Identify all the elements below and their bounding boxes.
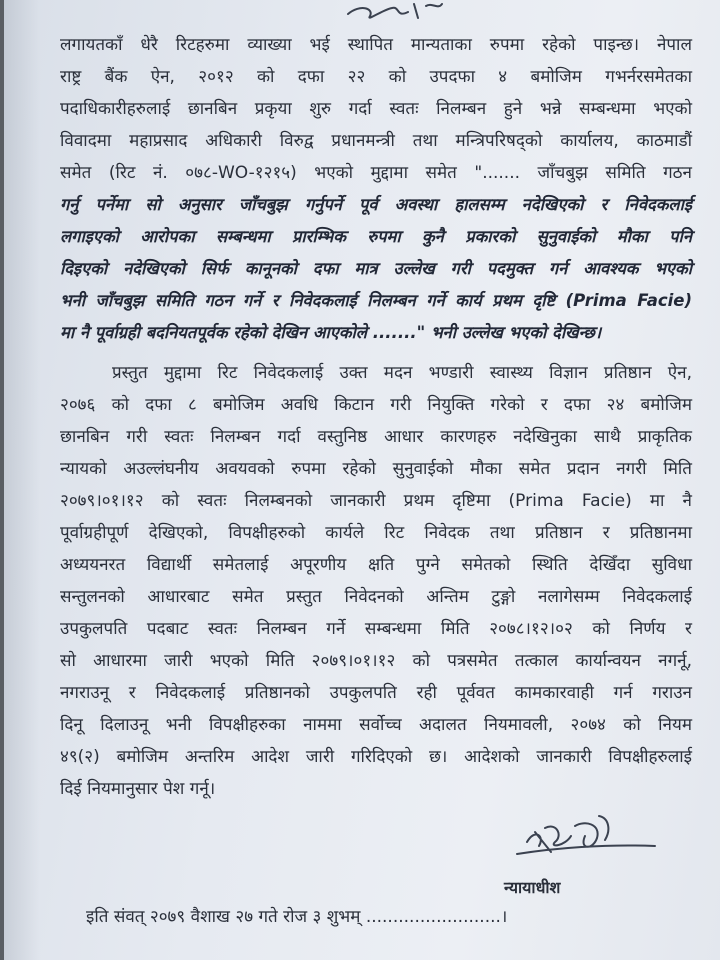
quoted-text-line: मा नै पूर्वाग्रही बदनियतपूर्वक रहेको देखिन आएकोले ......." भनी उल्लेख भएको देखिन्छ। — [60, 323, 602, 342]
judge-signature — [505, 806, 665, 876]
text-line: न्यायको अउल्लंघनीय अवयवको रुपमा रहेको सुनुवाईको मौका समेत प्रदान नगरी मिति — [60, 459, 692, 479]
text-line: ४९(२) बमोजिम अन्तरिम आदेश जारी गरिदिएको छ। आदेशको जानकारी विपक्षीहरुलाई — [60, 747, 692, 767]
text-line: विवादमा महाप्रसाद अधिकारी विरुद्व प्रधानमन्त्री तथा मन्त्रिपरिषद्को कार्यालय, काठमाडौं — [60, 131, 692, 151]
text-line: छानबिन गरी स्वतः निलम्बन गर्दा वस्तुनिष्ठ आधार कारणहरु नदेखिनुका साथै प्राकृतिक — [60, 427, 692, 447]
text-line: सो आधारमा जारी भएको मिति २०७९।०१।१२ को पत्रसमेत तत्काल कार्यान्वयन नगर्नू, — [60, 651, 692, 671]
text-line: २०७९।०१।१२ को स्वतः निलम्बनको जानकारी प्रथम दृष्टिमा (Prima Facie) मा नै — [60, 491, 692, 511]
page-shadow — [0, 0, 40, 960]
text-line: पदाधिकारीहरुलाई छानबिन प्रकृया शुरु गर्दा स्वतः निलम्बन हुने भन्ने सम्बन्धमा भएको — [60, 99, 692, 119]
paragraph-first-line: प्रस्तुत मुद्दामा रिट निवेदकलाई उक्त मदन भण्डारी स्वास्थ्य विज्ञान प्रतिष्ठान ऐन, — [112, 363, 692, 383]
text-line: समेत (रिट नं. ०७८-WO-१२१५) भएको मुद्दामा समेत "....... जाँचबुझ समिति गठन — [60, 163, 692, 183]
text-line: उपकुलपति पदबाट स्वतः निलम्बन गर्ने सम्बन्धमा मिति २०७८।१२।०२ को निर्णय र — [60, 619, 692, 639]
page-edge — [0, 0, 4, 960]
top-signature-scribble — [330, 0, 470, 30]
text-line: सन्तुलनको आधारबाट समेत प्रस्तुत निवेदनको अन्तिम टुङ्गो नलागेसम्म निवेदकलाई — [60, 587, 692, 607]
text-line: दिई नियमानुसार पेश गर्नू। — [60, 779, 216, 799]
text-line: दिनू दिलाउनू भनी विपक्षीहरुका नाममा सर्वोच्च अदालत नियमावली, २०७४ को नियम — [60, 715, 692, 735]
text-line: नगराउनू र निवेदकलाई प्रतिष्ठानको उपकुलपति रही पूर्ववत कामकारवाही गर्न गराउन — [60, 683, 692, 703]
quoted-text-line: भनी जाँचबुझ समिति गठन गर्ने र निवेदकलाई निलम्बन गर्ने कार्य प्रथम दृष्टि (Prima Facie) — [60, 291, 692, 310]
text-line: राष्ट्र बैंक ऐन, २०१२ को दफा २२ को उपदफा ४ बमोजिम गभर्नरसमेतका — [60, 67, 692, 87]
text-line: लगायतकाँ धेरै रिटहरुमा व्याख्या भई स्थापित मान्यताका रुपमा रहेको पाइन्छ। नेपाल — [60, 35, 692, 55]
quoted-text-line: लगाइएको आरोपका सम्बन्धमा प्रारम्भिक रुपमा कुनै प्रकारको सुनुवाईको मौका पनि — [60, 227, 692, 246]
text-line: अध्ययनरत विद्यार्थी समेतलाई अपूरणीय क्षति पुग्ने समेतको स्थिति देखिँदा सुविधा — [60, 555, 692, 575]
date-footer: इति संवत् २०७९ वैशाख २७ गते रोज ३ शुभम् .........................। — [86, 907, 508, 927]
quoted-text-line: गर्नु पर्नेमा सो अनुसार जाँचबुझ गर्नुपर्ने पूर्व अवस्था हालसम्म नदेखिएको र निवेदकलाई — [60, 195, 692, 214]
text-line: पूर्वाग्रहीपूर्ण देखिएको, विपक्षीहरुको कार्यले रिट निवेदक तथा प्रतिष्ठान र प्रतिष्ठानमा — [60, 523, 692, 543]
signature-label: न्यायाधीश — [504, 878, 561, 897]
text-line: २०७६ को दफा ८ बमोजिम अवधि किटान गरी नियुक्ति गरेको र दफा २४ बमोजिम — [60, 395, 692, 415]
quoted-text-line: दिइएको नदेखिएको सिर्फ कानूनको दफा मात्र उल्लेख गरी पदमुक्त गर्न आवश्यक भएको — [60, 259, 692, 278]
